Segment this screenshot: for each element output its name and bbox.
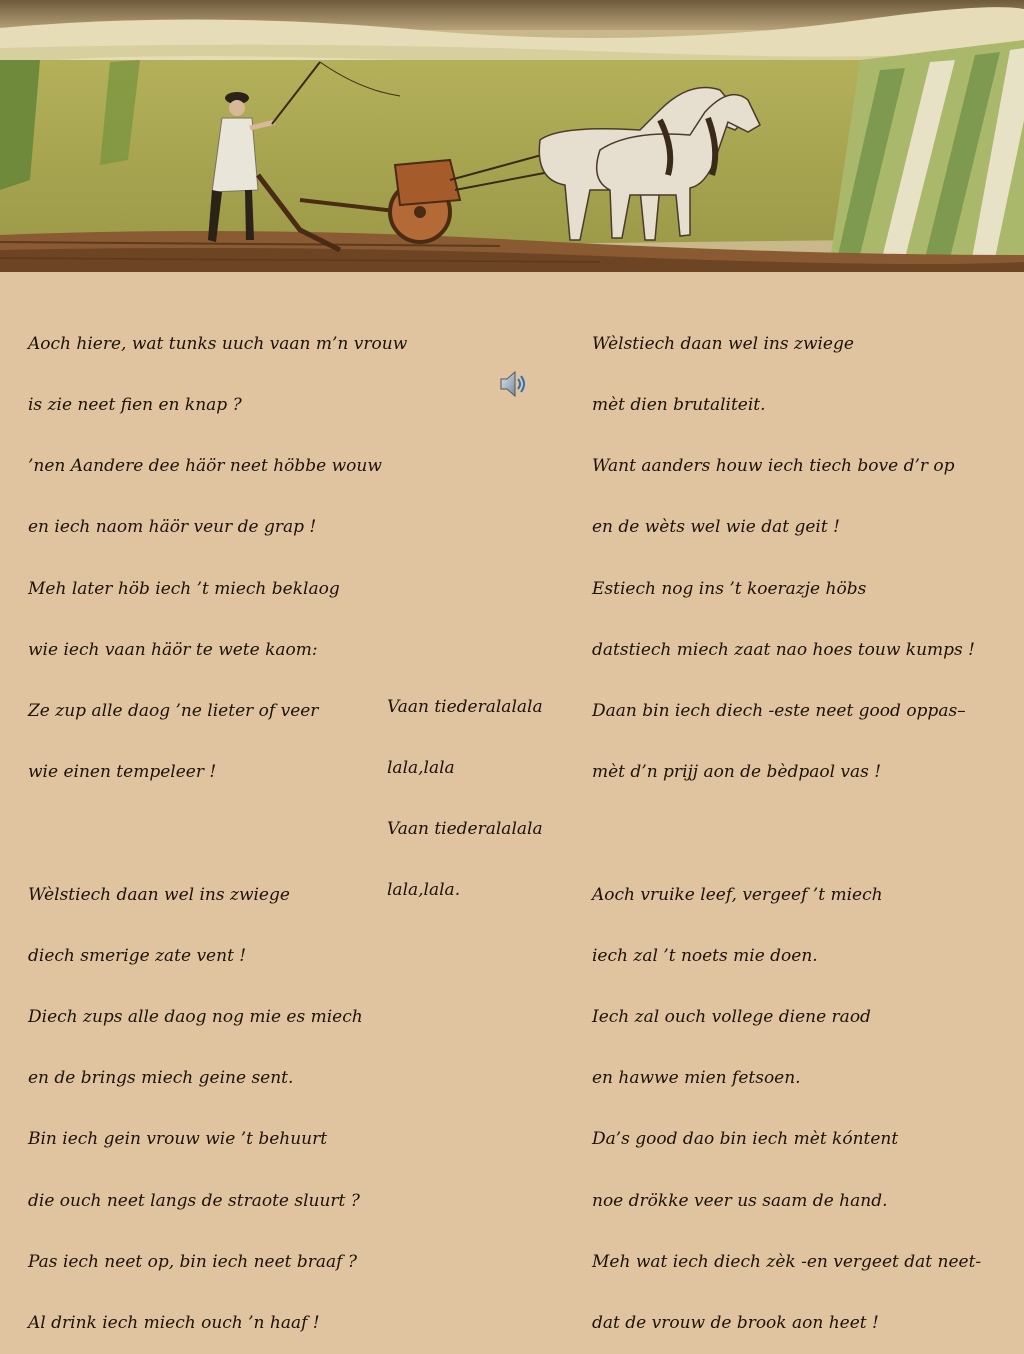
- poem-right-column: [592, 293, 981, 1354]
- poem-line: is zie neet fien en knap ?: [28, 395, 242, 416]
- poem-line: Meh wat iech diech zèk -en vergeet dat neet-: [592, 1251, 982, 1272]
- poem-line: Al drink iech miech ouch ’n haaf !: [28, 1313, 320, 1334]
- poem-line: Diech zups alle daog nog mie es miech: [28, 1007, 363, 1028]
- poem-line: die ouch neet langs de straote sluurt ?: [28, 1190, 360, 1211]
- stanza-gap: [28, 823, 407, 843]
- poem-line: iech zal ’t noets mie doen.: [592, 945, 818, 966]
- poem-line: ’nen Aandere dee häör neet höbbe wouw: [28, 456, 382, 477]
- poem-line: noe drökke veer us saam de hand.: [592, 1190, 888, 1211]
- poem-line: Meh later höb iech ’t miech beklaog: [28, 578, 340, 599]
- poem-left-column: [28, 293, 407, 1354]
- poem-line: en iech naom häör veur de grap !: [28, 517, 317, 538]
- poem-line: mèt d’n prijj aon de bèdpaol vas !: [592, 762, 882, 783]
- poem-line: Wèlstiech daan wel ins zwiege: [28, 884, 290, 905]
- poem-line: dat de vrouw de brook aon heet !: [592, 1313, 879, 1334]
- stanza-gap: [592, 823, 981, 843]
- poem-line: Want aanders houw iech tiech bove d’r op: [592, 456, 955, 477]
- poem-line: diech smerige zate vent !: [28, 945, 247, 966]
- poem-line: Aoch vruike leef, vergeef ’t miech: [592, 884, 883, 905]
- poem-line: Estiech nog ins ’t koerazje höbs: [592, 578, 867, 599]
- poem-line: wie einen tempeleer !: [28, 762, 217, 783]
- poem-line: en de wèts wel wie dat geit !: [592, 517, 840, 538]
- poem-line: wie iech vaan häör te wete kaom:: [28, 639, 318, 660]
- poem-line: Wèlstiech daan wel ins zwiege: [592, 333, 854, 354]
- poem-line: Bin iech gein vrouw wie ’t behuurt: [28, 1129, 328, 1150]
- poem-line: en de brings miech geine sent.: [28, 1068, 294, 1089]
- refrain-line: lala,lala: [387, 758, 455, 779]
- refrain-line: lala,lala.: [387, 880, 461, 901]
- poem-line: Da’s good dao bin iech mèt kóntent: [592, 1129, 899, 1150]
- ploughing-illustration: [0, 0, 1024, 272]
- refrain-line: Vaan tiederalalala: [387, 696, 543, 717]
- poem-line: Daan bin iech diech -este neet good oppas–: [592, 701, 966, 722]
- poem-line: Aoch hiere, wat tunks uuch vaan m’n vrouw: [28, 333, 408, 354]
- poem-line: datstiech miech zaat nao hoes touw kumps !: [592, 639, 976, 660]
- poem-line: Iech zal ouch vollege diene raod: [592, 1007, 871, 1028]
- poem-line: Ze zup alle daog ’ne lieter of veer: [28, 701, 319, 722]
- refrain-line: Vaan tiederalalala: [387, 819, 543, 840]
- poem-refrain: [387, 656, 543, 921]
- poem-line: mèt dien brutaliteit.: [592, 395, 766, 416]
- poem-line: en hawwe mien fetsoen.: [592, 1068, 801, 1089]
- poem-line: Pas iech neet op, bin iech neet braaf ?: [28, 1251, 357, 1272]
- speaker-icon[interactable]: [498, 368, 528, 400]
